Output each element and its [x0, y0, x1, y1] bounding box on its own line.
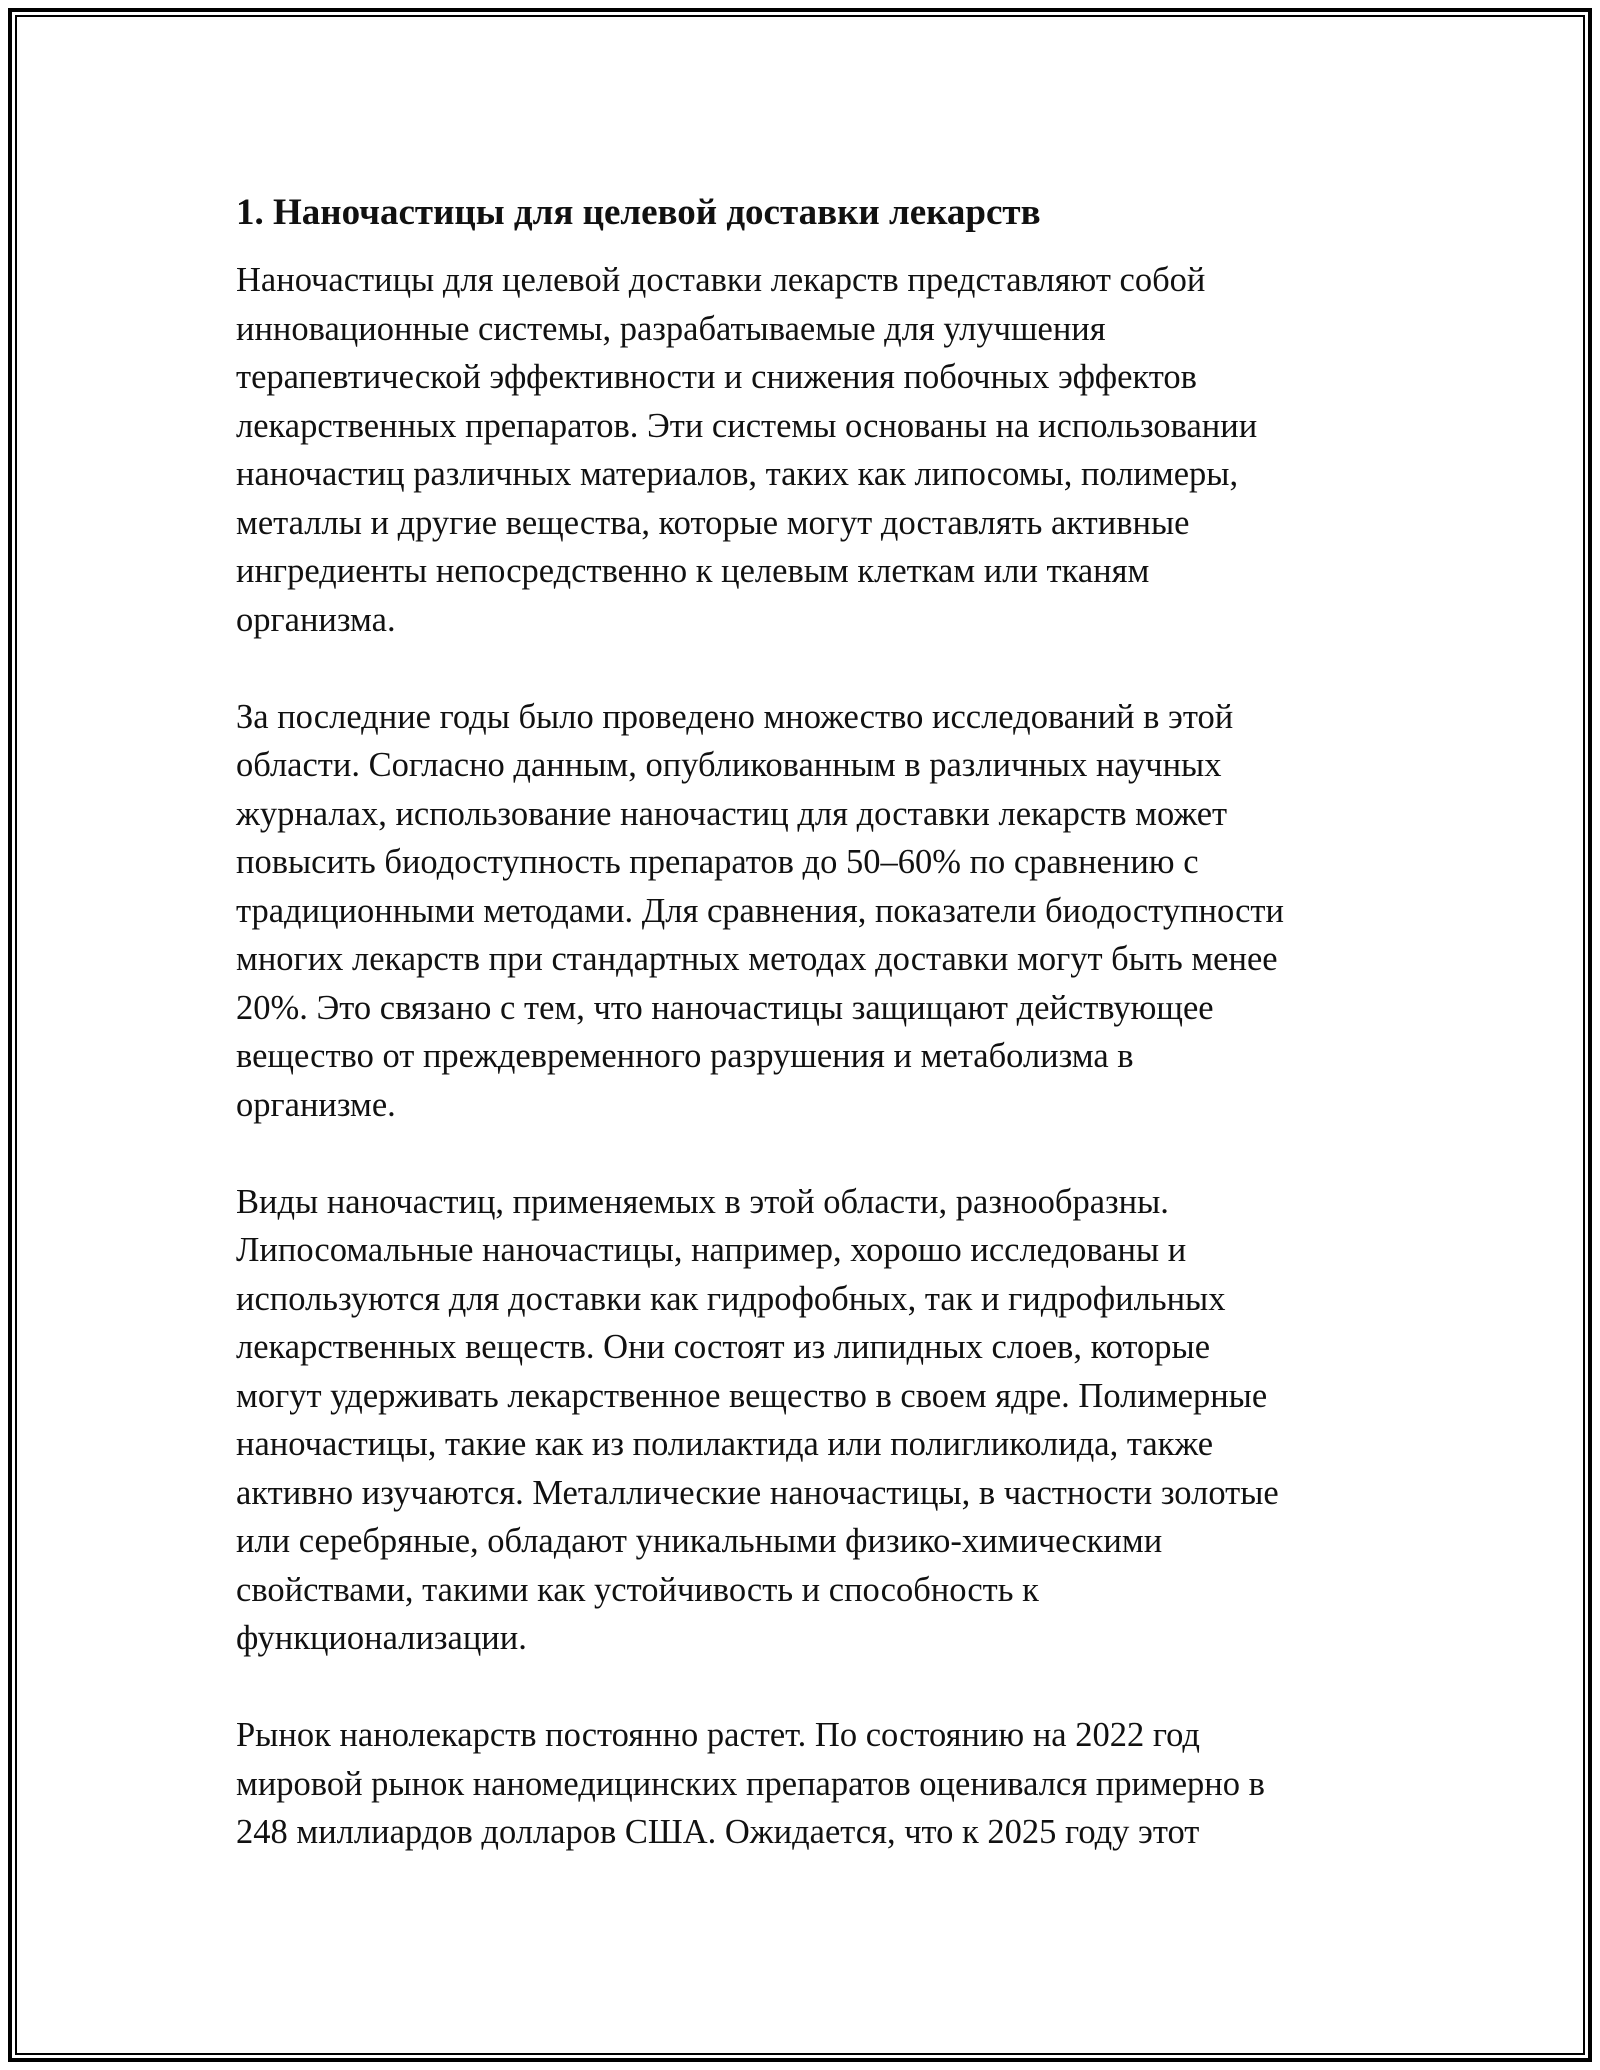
text-line: Рынок нанолекарств постоянно растет. По состоянию на 2022 год	[236, 1716, 1200, 1754]
text-line: используются для доставки как гидрофобных, так и гидрофильных	[236, 1279, 1226, 1318]
text-line: лекарственных веществ. Они состоят из липидных слоев, которые	[236, 1328, 1211, 1366]
text-line: организма.	[236, 600, 396, 639]
text-line: лекарственных препаратов. Эти системы основаны на использовании	[236, 406, 1258, 445]
text-line: инновационные системы, разрабатываемые для улучшения	[236, 309, 1106, 348]
text-line: металлы и другие вещества, которые могут доставлять активные	[236, 503, 1190, 542]
text-line: или серебряные, обладают уникальными физико-химическими	[236, 1522, 1163, 1560]
section-heading: 1. Наночастицы для целевой доставки лекарств	[236, 192, 1041, 233]
text-line: Виды наночастиц, применяемых в этой области, разнообразны.	[236, 1182, 1169, 1221]
text-line: журналах, использование наночастиц для доставки лекарств может	[236, 794, 1228, 833]
text-line: терапевтической эффективности и снижения побочных эффектов	[236, 358, 1197, 396]
text-line: ингредиенты непосредственно к целевым клеткам или тканям	[236, 552, 1150, 590]
text-line: свойствами, такими как устойчивость и способность к	[236, 1570, 1039, 1609]
text-line: мировой рынок наномедицинских препаратов оценивался примерно в	[236, 1764, 1265, 1803]
text-line: функционализации.	[236, 1619, 527, 1657]
paragraph-types	[236, 1178, 1376, 1663]
text-line: многих лекарств при стандартных методах доставки могут быть менее	[236, 940, 1278, 978]
text-line: За последние годы было проведено множество исследований в этой	[236, 697, 1234, 736]
text-line: традиционными методами. Для сравнения, показатели биодоступности	[236, 891, 1284, 930]
document-body	[236, 186, 1376, 1905]
text-line: организме.	[236, 1085, 396, 1124]
text-line: Липосомальные наночастицы, например, хорошо исследованы и	[236, 1231, 1187, 1269]
paragraph-intro	[236, 256, 1376, 644]
text-line: активно изучаются. Металлические наночастицы, в частности золотые	[236, 1473, 1279, 1512]
text-line: вещество от преждевременного разрушения и метаболизма в	[236, 1037, 1134, 1075]
text-line: могут удерживать лекарственное вещество в своем ядре. Полимерные	[236, 1376, 1268, 1415]
text-line: наночастицы, такие как из полилактида или полигликолида, также	[236, 1425, 1214, 1463]
text-line: наночастиц различных материалов, таких как липосомы, полимеры,	[236, 455, 1239, 493]
text-line: Наночастицы для целевой доставки лекарств представляют собой	[236, 261, 1206, 299]
text-line: 248 миллиардов долларов США. Ожидается, что к 2025 году этот	[236, 1813, 1200, 1851]
text-line: повысить биодоступность препаратов до 50–60% по сравнению с	[236, 843, 1199, 881]
paragraph-research	[236, 693, 1376, 1130]
text-line: области. Согласно данным, опубликованным в различных научных	[236, 746, 1222, 784]
text-line: 20%. Это связано с тем, что наночастицы защищают действующее	[236, 988, 1214, 1027]
paragraph-market	[236, 1711, 1376, 1857]
